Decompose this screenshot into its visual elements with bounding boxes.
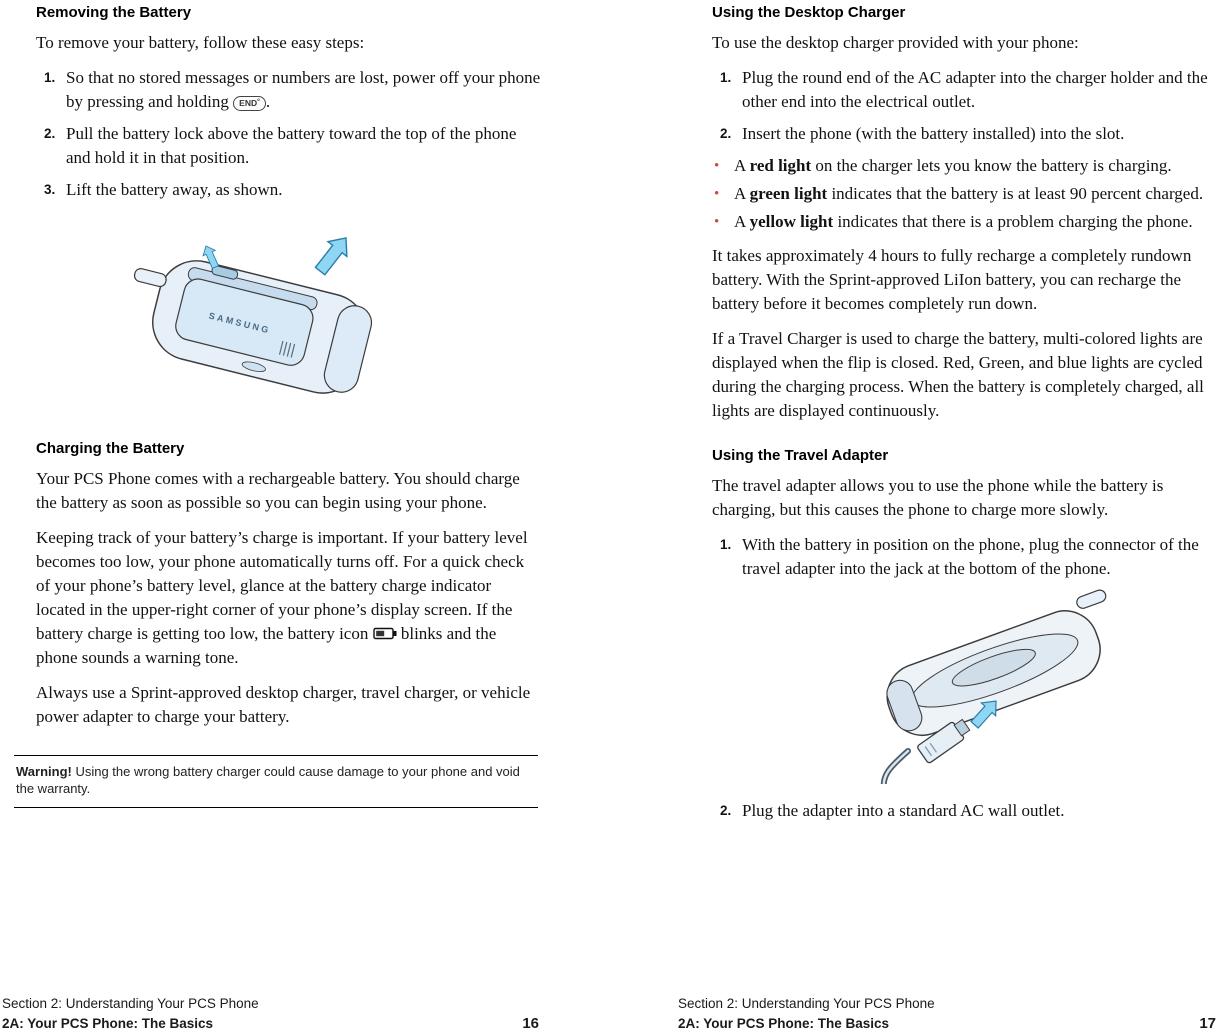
- page-number: 17: [1199, 1015, 1216, 1032]
- charger-light-bullets: [712, 154, 1218, 234]
- bullet-item: [714, 154, 1218, 178]
- intro-removing-battery: To remove your battery, follow these easy steps:: [36, 33, 365, 52]
- heading-charging-battery: Charging the Battery: [36, 440, 185, 457]
- warning-text: Using the wrong battery charger could cause damage to your phone and void the warranty.: [16, 764, 520, 796]
- step-number: 2.: [720, 803, 732, 818]
- step-text: Plug the round end of the AC adapter into the charger holder and the other end into the electrical outlet.: [742, 68, 1208, 111]
- intro-desktop-charger: To use the desktop charger provided with your phone:: [712, 33, 1079, 52]
- step-item: [720, 799, 1218, 823]
- bullet-part: indicates that there is a problem charging the phone.: [833, 212, 1193, 231]
- step-text: Lift the battery away, as shown.: [66, 180, 283, 199]
- bullet-text: [734, 182, 1218, 206]
- step-text: With the battery in position on the phone, plug the connector of the travel adapter into the jack at the bottom of the phone.: [742, 535, 1199, 578]
- page-left-content: [16, 4, 541, 808]
- heading-desktop-charger: Using the Desktop Charger: [712, 4, 906, 21]
- intro-travel-adapter: The travel adapter allows you to use the phone while the battery is charging, but this causes the phone to charge more slowly.: [712, 476, 1164, 519]
- battery-removal-illustration: [114, 216, 414, 411]
- desktop-charger-steps: [712, 66, 1218, 146]
- bullet-icon: •: [714, 186, 720, 202]
- step-text-part: So that no stored messages or numbers are lost, power off your phone by pressing and holding: [66, 68, 541, 111]
- bullet-item: [714, 210, 1218, 234]
- bullet-icon: •: [714, 158, 720, 174]
- heading-travel-adapter: Using the Travel Adapter: [712, 447, 889, 464]
- end-key-label: END: [239, 98, 258, 108]
- paragraph-part: blinks and the phone sounds a warning tone.: [36, 624, 497, 667]
- step-item: [720, 122, 1218, 146]
- footer-right: [678, 995, 1216, 1033]
- end-key-icon: [233, 96, 266, 111]
- travel-charger-lights-paragraph: If a Travel Charger is used to charge the battery, multi-colored lights are displayed when the flip is closed. Red, Green, and blue lights are cycled during the charging process. When the battery is completely charged, all lights are displayed continuously.: [712, 329, 1204, 420]
- bullet-part: A: [734, 184, 750, 203]
- step-number: 1.: [720, 70, 732, 85]
- lift-arrow-icon: [311, 231, 356, 279]
- step-number: 2.: [44, 126, 56, 141]
- step-item: [44, 122, 541, 170]
- bullet-bold: red light: [749, 156, 812, 175]
- bullet-text: [734, 154, 1218, 178]
- bullet-part: on the charger lets you know the battery is charging.: [811, 156, 1172, 175]
- bullet-part: indicates that the battery is at least 90 percent charged.: [827, 184, 1204, 203]
- step-item: [720, 533, 1218, 581]
- charging-paragraph-2: [36, 526, 541, 670]
- step-item: [720, 66, 1218, 114]
- travel-adapter-figure: [712, 589, 1218, 789]
- step-text: Plug the adapter into a standard AC wall outlet.: [742, 801, 1065, 820]
- bullet-icon: •: [714, 214, 720, 230]
- step-text: Insert the phone (with the battery installed) into the slot.: [742, 124, 1125, 143]
- battery-icon: [373, 627, 397, 640]
- bullet-bold: green light: [749, 184, 828, 203]
- warning-label: Warning!: [16, 764, 72, 779]
- battery-removal-figure: [36, 216, 541, 416]
- charging-paragraph-3: Always use a Sprint-approved desktop charger, travel charger, or vehicle power adapter to charge your battery.: [36, 683, 531, 726]
- step-number: 2.: [720, 126, 732, 141]
- figure-brand-label: SAMSUNG: [207, 310, 272, 336]
- step-text: Pull the battery lock above the battery toward the top of the phone and hold it in that position.: [66, 124, 517, 167]
- step-text-part: .: [265, 92, 271, 111]
- bullet-part: A: [734, 212, 750, 231]
- removing-battery-steps: [36, 66, 541, 202]
- footer-chapter-line: 2A: Your PCS Phone: The Basics: [678, 1016, 890, 1031]
- page-right-content: [712, 4, 1218, 831]
- bullet-text: [734, 210, 1218, 234]
- footer-section-line: Section 2: Understanding Your PCS Phone: [678, 996, 935, 1011]
- charging-paragraph-1: Your PCS Phone comes with a rechargeable battery. You should charge the battery as soon as possible so you can begin using your phone.: [36, 469, 520, 512]
- heading-removing-battery: Removing the Battery: [36, 4, 192, 21]
- footer-section-line: Section 2: Understanding Your PCS Phone: [2, 996, 259, 1011]
- footer-chapter-line: 2A: Your PCS Phone: The Basics: [2, 1016, 214, 1031]
- step-number: 1.: [44, 70, 56, 85]
- step-text: [66, 66, 541, 114]
- paragraph-part: Keeping track of your battery’s charge is important. If your battery level becomes too low, your phone automatically turns off. For a quick check of your phone’s battery level, glance at the battery charge indicator located in the upper-right corner of your phone’s display screen. If the battery charge is getting too low, the battery icon: [36, 528, 528, 643]
- bullet-item: [714, 182, 1218, 206]
- recharge-paragraph: It takes approximately 4 hours to fully recharge a completely rundown battery. With the Sprint-approved LiIon battery, you can recharge the battery before it becomes completely run down.: [712, 246, 1192, 313]
- page-number: 16: [522, 1015, 539, 1032]
- bullet-bold: yellow light: [749, 212, 834, 231]
- footer-left: [2, 995, 539, 1033]
- power-symbol-icon: °: [257, 99, 260, 106]
- warning-box: [14, 755, 538, 808]
- travel-adapter-illustration: [824, 589, 1124, 784]
- bullet-part: A: [734, 156, 750, 175]
- step-item: [44, 178, 541, 202]
- step-number: 1.: [720, 537, 732, 552]
- step-item: [44, 66, 541, 114]
- step-number: 3.: [44, 182, 56, 197]
